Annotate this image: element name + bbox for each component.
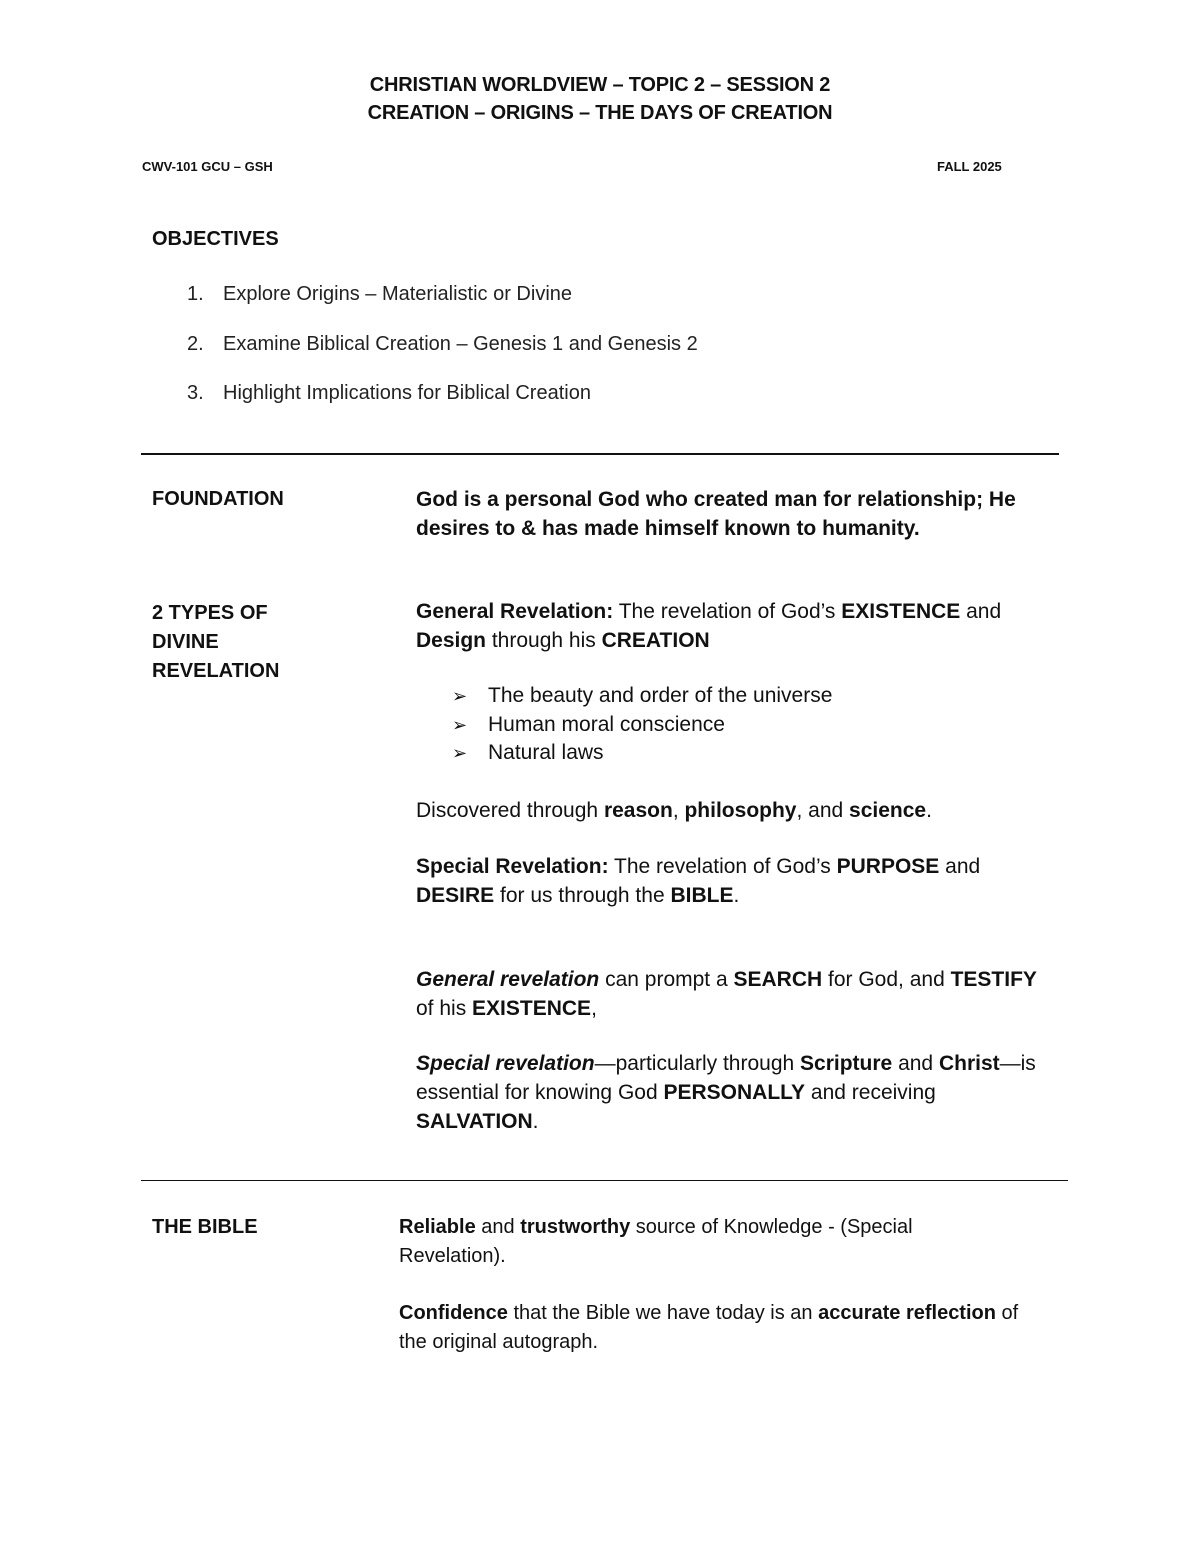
general-revelation-note [416, 965, 1056, 1023]
emphasis: DESIRE [416, 884, 495, 907]
text-run: , and [796, 799, 850, 822]
arrow-bullet-icon: ➢ [452, 686, 468, 706]
discovered-paragraph [416, 796, 1056, 825]
text-run: . [926, 799, 932, 822]
emphasis: SEARCH [733, 968, 823, 991]
bible-paragraph-2 [399, 1299, 1019, 1357]
emphasis: Confidence [399, 1302, 508, 1324]
objective-text: Examine Biblical Creation – Genesis 1 and Genesis 2 [223, 333, 698, 355]
section-divider [141, 1180, 1068, 1181]
text-run: Discovered through [416, 799, 604, 822]
text-run: —particularly through [594, 1052, 801, 1075]
objective-item [187, 333, 698, 356]
emphasis: CREATION [601, 629, 710, 652]
text-run: of the original autograph. [399, 1302, 1019, 1353]
bible-label: THE BIBLE [152, 1216, 258, 1238]
emphasis: BIBLE [670, 884, 734, 907]
text-run: that the Bible we have today is an [507, 1302, 819, 1324]
text-run: and [960, 600, 1002, 623]
revelation-label-line: 2 TYPES OF [152, 602, 268, 624]
objective-text: Highlight Implications for Biblical Creation [223, 382, 591, 404]
general-revelation-paragraph [416, 597, 1056, 655]
section-divider [141, 453, 1059, 455]
special-revelation-paragraph [416, 852, 1056, 910]
general-revelation-term-italic: General revelation [416, 968, 600, 991]
emphasis: PERSONALLY [663, 1081, 806, 1104]
objective-text: Explore Origins – Materialistic or Divine [223, 283, 573, 305]
emphasis: philosophy [684, 799, 797, 822]
foundation-label: FOUNDATION [152, 488, 284, 510]
emphasis: PURPOSE [836, 855, 940, 878]
bullet-text: Natural laws [488, 741, 604, 764]
emphasis: reason [603, 799, 673, 822]
arrow-bullet-icon: ➢ [452, 714, 468, 735]
general-revelation-bullets [452, 682, 832, 768]
emphasis: Christ [938, 1052, 1000, 1075]
text-run: . [733, 884, 740, 907]
text-run: , [591, 997, 597, 1020]
document-title-line-2: CREATION – ORIGINS – THE DAYS OF CREATION [367, 102, 833, 124]
text-run: The revelation of God’s [608, 855, 837, 878]
emphasis: Scripture [800, 1052, 893, 1075]
emphasis: science [849, 799, 927, 822]
general-revelation-term: General Revelation: [416, 600, 614, 623]
course-code: CWV-101 GCU – GSH [142, 159, 273, 174]
objective-number: 1. [187, 283, 204, 305]
bullet-item [452, 739, 832, 768]
bullet-item [452, 682, 832, 711]
emphasis: accurate reflection [818, 1302, 996, 1324]
bullet-text: The beauty and order of the universe [488, 684, 833, 707]
emphasis: SALVATION [416, 1110, 533, 1133]
emphasis: Reliable [399, 1216, 476, 1238]
text-run: The revelation of God’s [613, 600, 842, 623]
bullet-text: Human moral conscience [488, 712, 725, 736]
emphasis: trustworthy [520, 1216, 631, 1238]
bible-paragraph-1 [399, 1213, 1019, 1271]
text-run: of his [416, 997, 473, 1020]
text-run: and [892, 1052, 939, 1075]
objective-item [187, 283, 572, 306]
foundation-text: God is a personal God who created man for relationship; He desires to & has made himself known to humanity. [416, 488, 1016, 540]
text-run: for God, and [822, 968, 951, 991]
objective-number: 3. [187, 382, 204, 404]
special-revelation-note [416, 1049, 1056, 1136]
emphasis: EXISTENCE [841, 600, 961, 623]
text-run: . [532, 1110, 539, 1133]
text-run: , [672, 799, 685, 822]
emphasis: TESTIFY [950, 968, 1037, 991]
text-run: through his [486, 629, 602, 652]
text-run: and receiving [805, 1081, 936, 1104]
objective-item [187, 382, 591, 405]
text-run: and [939, 855, 981, 878]
document-title-line-1: CHRISTIAN WORLDVIEW – TOPIC 2 – SESSION 2 [369, 74, 831, 96]
special-revelation-term: Special Revelation: [416, 855, 609, 878]
special-revelation-term-italic: Special revelation [416, 1052, 595, 1075]
objectives-heading: OBJECTIVES [152, 228, 279, 250]
text-run: —is essential for knowing God [416, 1052, 1036, 1104]
text-run: source of Knowledge - (Special Revelation). [399, 1216, 913, 1267]
revelation-label-line: DIVINE [152, 631, 219, 653]
arrow-bullet-icon: ➢ [452, 743, 468, 763]
text-run: for us through the [494, 884, 671, 907]
revelation-label [152, 599, 279, 686]
revelation-label-line: REVELATION [152, 660, 280, 682]
text-run: and [475, 1216, 521, 1238]
emphasis: EXISTENCE [472, 997, 592, 1020]
bullet-item [452, 711, 832, 740]
objective-number: 2. [187, 333, 204, 355]
text-run: can prompt a [599, 968, 734, 991]
term-label: FALL 2025 [937, 159, 1002, 174]
emphasis: Design [416, 629, 487, 652]
